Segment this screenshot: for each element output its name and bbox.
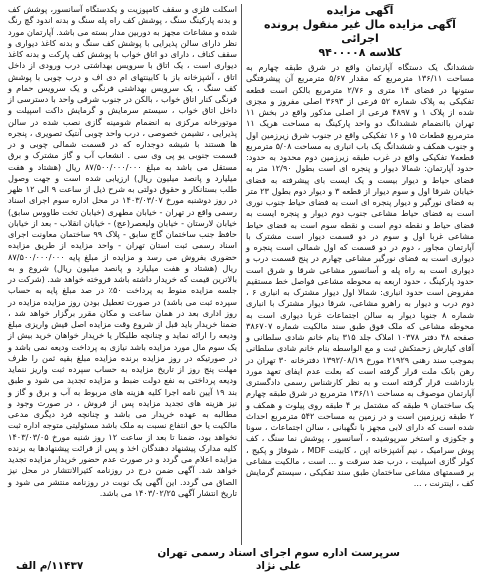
file-number: کلاسه ۹۴۰۰۰۰۸ <box>318 46 402 59</box>
notice-title: آگهی مزایده <box>326 4 394 17</box>
notice-header <box>246 4 474 60</box>
notice-footer <box>4 545 478 573</box>
notice-right-column <box>241 4 478 545</box>
publication-code: ۱۱۴۳۷/م الف <box>16 560 84 572</box>
notice-columns <box>4 4 478 545</box>
property-description-text: ششدانگ یک دستگاه آپارتمان واقع در شرق طبقه چهارم به مساحت ۱۳۶/۱۱ مترمربع که مقدار ۵/۶۷ مترمربع آن پیشرفتگی ستونها در فضای ۱۴ متری و ۲/۷۶ مترمربع بالکن است قطعه تفکیکی به پلاک شماره ۵۲ فرعی از ۳۶۹۳ اصلی مفروز و مجزی شده از پلاک ۱ و ۴۸۹۷ فرعی از اصلی مذکور واقع در بخش ۱۱ تهران باانضمام ششدانگ دو واحد پارکینگ به مساحت هریک ۱۱ مترمربع قطعات ۱۵ و ۱۶ تفکیکی واقع در جنوب شرق زیرزمین اول و جنوب همکف و ششدانگ یک باب انباری به مساحت ۵/۰۸ مترمربع قطعه۷ تفکیکی واقع در غرب طبقه زیرزمین دوم محدود به حدود: حدود آپارتمان: شمالا دیوار و پنجره ای است بطول ۱۲/۹۰ متر به فضای حیاط و دیوار بیست و یک ایست بای پیشرفته به فضای خیابان شرقا اول و سوم دیوار از قطعه ۳ و دیوار دوم بطول ۲۳ متر به فضای نورگیر و دیوار پنجره ای است به فضای حیاط جنوب نوری است به فضای حیاط مشاعی جنوب دوم دیوار و پنجره ایست به فضای حیاط و نقطه دوم است و نقطه سوم است به فضای حیاط مشاعی غربا اول و سوم در دو قسمت دیوار است مشترک با آپارتمان مجاور ، دوم در دو قسمت که اول شمالی است پنجره و دیواری است به فضای نورگیر مشاعی چهارم در پنج قسمت درب و دیواری است به راه پله و آسانسور مشاعی شرقا و شرق است حدود پارکینگ ، حدود اربعه به محوطه مشاعی فواصل خط مستقیم مفروض است حدود انباری: شمالا اول دیوار مشترک به انباری ۶ ، دوم درب و دیوار به راهرو مشاعی، شرقا دیوار مشترک با انباری شماره ۸ جنوبا دیوار به سالن اجتماعات غربا دیواری است به محوطه مشاعی که ملک فوق طبق سند مالکیت شماره ۳۸۶۷۰۷ صفحه ۴۸ دفتر ۱۰۳۷۸ املاک جلد ۳۱۵ بنام خانم شادی سلطانی و آقای کیارش زحمتکش ثبت و مع الواسطه بنام خانم شادی سلطانی بموجب سند رهنی ۲۱۹۲۹ مورخ ۱۳۹۲/۰۸/۱۹ دفترخانه ۳۰ تهران در رهن بانک ملت قرار گرفته است که بعلت عدم ایفای تعهد مورد بازداشت قرار گرفته است و به نظر کارشناس رسمی دادگستری آپارتمان موصوف به مساحت ۱۳۶/۱۱ مترمربع در شرق طبقه چهارم یک ساختمان ۹ طبقه که مشتمل بر ۴ طبقه روی پیلوت و همکف و ۲ طبقه زیرزمین است و در زمین به مساحت ۵۴۲ مترمربع احداث شده است که دارای لابی مجهز با نگهبانی ، سالن اجتماعات ، سونا و جکوزی و استخر سرپوشیده ، آسانسور ، پوشش نما سنگ ، کف پوش سرامیک ، نیم آشپزخانه اپن ، کابینت MDF ، شوفاژ و پکیج ، کولر گازی اسپلیت ، درب ضد سرقت و ... است ، مالکیت مشاعی بر قسمتهای مشاعی ساختمان طبق سند تفکیکی ، سیستم گرمایش کف ، اینترنت ، ... <box>246 62 475 489</box>
signatory-block <box>83 547 474 573</box>
notice-subtitle: آگهی مزایده مال غیر منقول پرونده اجرائی <box>264 18 456 45</box>
notice-left-column <box>4 4 241 545</box>
issuing-office: سرپرست اداره سوم اجرای اسناد رسمی تهران <box>157 547 400 559</box>
signatory-name: علی نژاد <box>256 560 302 572</box>
auction-terms-text: اسکلت فلزی و سقف کامپوزیت و یکدستگاه آسانسور، پوشش کف و بدنه پارکینگ سنگ ، پوشش کف راه پله سنگ و بدنه اندود گچ رنگ شده و مشاعات مجهز به دوربین مدار بسته می باشد. آپارتمان مورد نظر دارای سالن پذیرایی با پوشش کف سنگ و بدنه کاغذ دیواری و سقف کناف ، دارای دو اتاق خواب با پوشش کف پارکت و بدنه کاغذ دیواری است ، یک اتاق با سرویس بهداشتی درب ورودی از داخل اتاق ، آشپزخانه باز با کابینتهای ام دی اف و درب چوبی با پوشش کف سنگ ، یک سرویس بهداشتی فرنگی و یک سرویس حمام و فرنگی کنار اتاق خواب ، بالکن در جنوب شرقی واحد با دسترسی از داخل اتاق خواب ، سیستم سرمایش و گرمایش داکت اسپیلت و موتورخانه مرکزی به انضمام شومینه گازی نصب شده در سالن پذیرایی ، تشیمن خصوصی ، درب واحد چوبی آنتیک تصویری ، پنجره ها هستند با شیشه دوجداره که در قسمت شمالی چوبی و در قسمت جنوبی یو پی وی سی . انشعاب آب و گاز مشترک و برق مستقل می باشد به مبلغ ۸۷/۵۰۰/۰۰۰/۰۰۰ ریال (هشتاد و هفت میلیارد و پانصد میلیون ریال) ارزیابی شده است و جهت وصول طلب بستانکار و حقوق دولتی به شرح ذیل از ساعت ۹ الی ۱۲ ظهر در روز دوشنبه مورخ ۱۴۰۳/۰۳/۰۷ در محل اداره سوم اجرای اسناد رسمی واقع در تهران - خیابان مطهری (خیابان تخت طاووس سابق) خیابان لارستان - خیابان ولیعصر(عج) - خیابان انقلاب - بعد از خیابان حافظ جنب ساختمان گاج سابق - پلاک ۹۹ ساختمان معاونت اجرای اسناد رسمی ثبت استان تهران - واحد مزایده از طریق مزایده حضوری بفروش می رسد و مزایده از مبلغ پایه ۸۷/۵۰۰/۰۰۰/۰۰۰ ریال (هشتاد و هفت میلیارد و پانصد میلیون ریال) شروع و به بالاترین قیمت که خریدار داشته باشد فروخته خواهد شد. (شرکت در جلسه مزایده منوط به پرداخت ۵۰٪ در صد مبلغ پایه به حساب سپرده ثبت می باشد) در صورت تعطیل بودن روز مزایده مزایده در روز اداری بعد در همان ساعت و مکان مقرر برگزار خواهد شد ، ضمنا خریدار باید قبل از شروع وقت مزایده اصل فیش واریزی مبلغ ودیعه را ارائه نماید و چنانچه طلبکار یا خریدار خواهان خرید بیش از یک سوم مال مورد مزایده باشد نیازی به پرداخت ودیعه نمی باشد و در صورتیکه در روز مزایده برنده مزایده مبلغ بقیه ثمن را ظرف مهلت پنج روز از تاریخ مزایده به حساب سپرده ثبت واریز ننماید ودیعه پرداختی به نفع دولت ضبط و مزایده تجدید می شود و طبق بند ۱۹ آیین نامه اجرا کلیه هزینه های مربوط به آب و برق و گاز و نیز هزینه های تجدید مزایده پس از فروش ، در صورت وجود و مطالبه به عهده خریدار می باشد و چنانچه فرد دیگری مدعی مالکیت یا حق انتفاع نسبت به ملک باشد مسئولیتی متوجه اداره ثبت نخواهد بود، ضمنا تا بعد از ساعت ۱۲ روز شنبه مورخ ۱۴۰۳/۰۳/۰۵ کلیه مدارک پیشنهاد دهندگان اخذ و پس از قرائت پیشنهادها به برنده مزایده اعلام می گردد و در صورت عدم حضور خریدار مزایده تجدید خواهد شد. آگهی ضمن درج در روزنامه کثیرالانتشار در محل نیز الصاق می گردد. این آگهی یک نوبت در روزنامه منتشر می شود و تاریخ انتشار آگهی ۱۴۰۳/۰۲/۲۵ می باشد. <box>8 4 238 498</box>
